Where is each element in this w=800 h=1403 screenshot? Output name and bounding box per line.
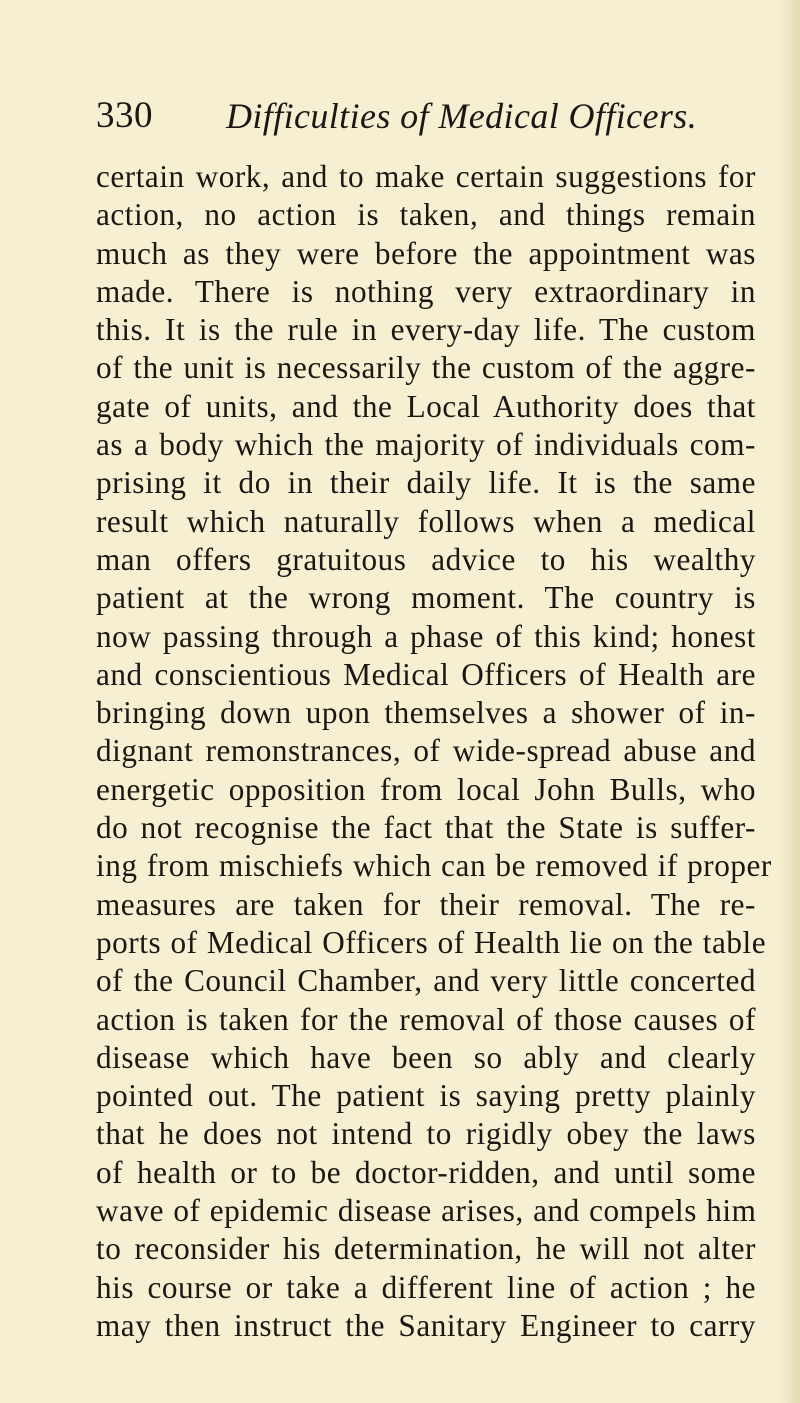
text-line: dignant remonstrances, of wide-spread abuse and <box>96 733 756 769</box>
text-line: of health or to be doctor-ridden, and until some <box>96 1154 756 1190</box>
page-number: 330 <box>96 95 153 136</box>
text-line: measures are taken for their removal. The re- <box>96 886 756 922</box>
text-line: wave of epidemic disease arises, and compels him <box>96 1193 757 1229</box>
body-text <box>96 158 772 1345</box>
page-edge-shadow <box>778 0 800 1403</box>
text-line: to reconsider his determination, he will not alter <box>96 1231 756 1267</box>
text-line: prising it do in their daily life. It is the same <box>96 465 756 501</box>
text-line: that he does not intend to rigidly obey the laws <box>96 1116 756 1152</box>
text-line: pointed out. The patient is saying pretty plainly <box>96 1078 756 1114</box>
text-line: this. It is the rule in every-day life. The custom <box>96 312 756 348</box>
text-line: certain work, and to make certain suggestions for <box>96 159 756 194</box>
text-line: of the Council Chamber, and very little concerted <box>96 963 756 999</box>
text-line: made. There is nothing very extraordinary in <box>96 273 756 309</box>
text-line: ports of Medical Officers of Health lie on the table <box>96 924 767 960</box>
text-line: as a body which the majority of individuals com- <box>96 427 756 463</box>
text-line: energetic opposition from local John Bulls, who <box>96 771 756 807</box>
text-line: patient at the wrong moment. The country is <box>96 580 756 616</box>
text-line: disease which have been so ably and clearly <box>96 1039 756 1075</box>
text-line: bringing down upon themselves a shower of in- <box>96 695 756 731</box>
text-line: ing from mischiefs which can be removed if proper <box>96 848 772 884</box>
text-line: now passing through a phase of this kind; honest <box>96 618 756 654</box>
text-line: do not recognise the fact that the State is suffer- <box>96 810 756 846</box>
text-line: action, no action is taken, and things remain <box>96 197 756 233</box>
text-line: and conscientious Medical Officers of Health are <box>96 656 756 692</box>
text-line: man offers gratuitous advice to his wealthy <box>96 541 756 577</box>
running-title: Difficulties of Medical Officers. <box>226 96 698 136</box>
text-line: result which naturally follows when a medical <box>96 503 756 539</box>
text-line: gate of units, and the Local Authority does that <box>96 388 756 424</box>
text-line: of the unit is necessarily the custom of the aggre- <box>96 350 756 386</box>
text-line: much as they were before the appointment was <box>96 235 756 271</box>
text-line: may then instruct the Sanitary Engineer to carry <box>96 1307 756 1343</box>
text-line: action is taken for the removal of those causes of <box>96 1001 756 1037</box>
page-header <box>96 88 736 144</box>
text-line: his course or take a different line of action ; he <box>96 1269 756 1305</box>
